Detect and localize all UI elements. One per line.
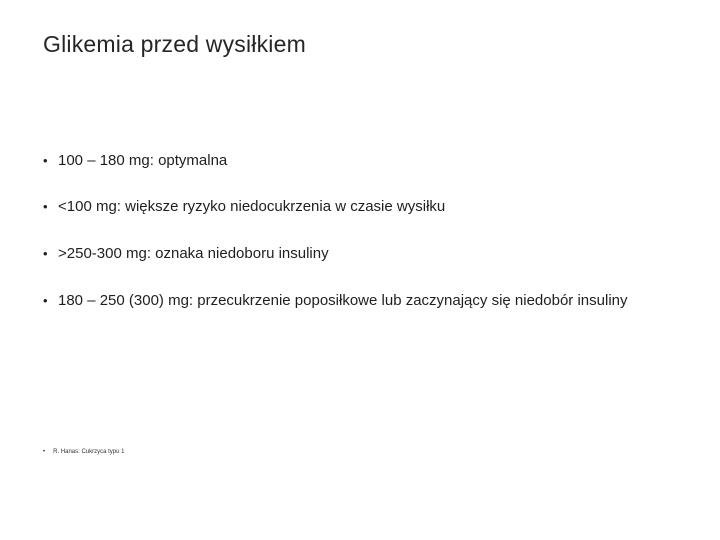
footnote <box>43 448 124 456</box>
bullet-text: <100 mg: większe ryzyko niedocukrzenia w czasie wysiłku <box>58 198 446 215</box>
bullet-item <box>43 246 683 261</box>
bullet-marker: • <box>43 153 48 168</box>
bullet-text: >250-300 mg: oznaka niedoboru insuliny <box>58 245 329 262</box>
bullet-marker: • <box>43 293 48 308</box>
bullet-marker: • <box>43 246 48 261</box>
footnote-bullet-marker: • <box>43 449 46 455</box>
bullet-marker: • <box>43 199 48 214</box>
slide-title: Glikemia przed wysiłkiem <box>43 31 306 57</box>
bullet-text: 100 – 180 mg: optymalna <box>58 152 228 169</box>
bullet-text: 180 – 250 (300) mg: przecukrzenie poposiłkowe lub zaczynający się niedobór insuliny <box>58 292 628 309</box>
footnote-text: R. Hanas: Cukrzyca typu 1 <box>53 449 125 455</box>
bullet-item <box>43 153 683 168</box>
bullet-item <box>43 199 683 214</box>
bullet-item <box>43 293 653 308</box>
